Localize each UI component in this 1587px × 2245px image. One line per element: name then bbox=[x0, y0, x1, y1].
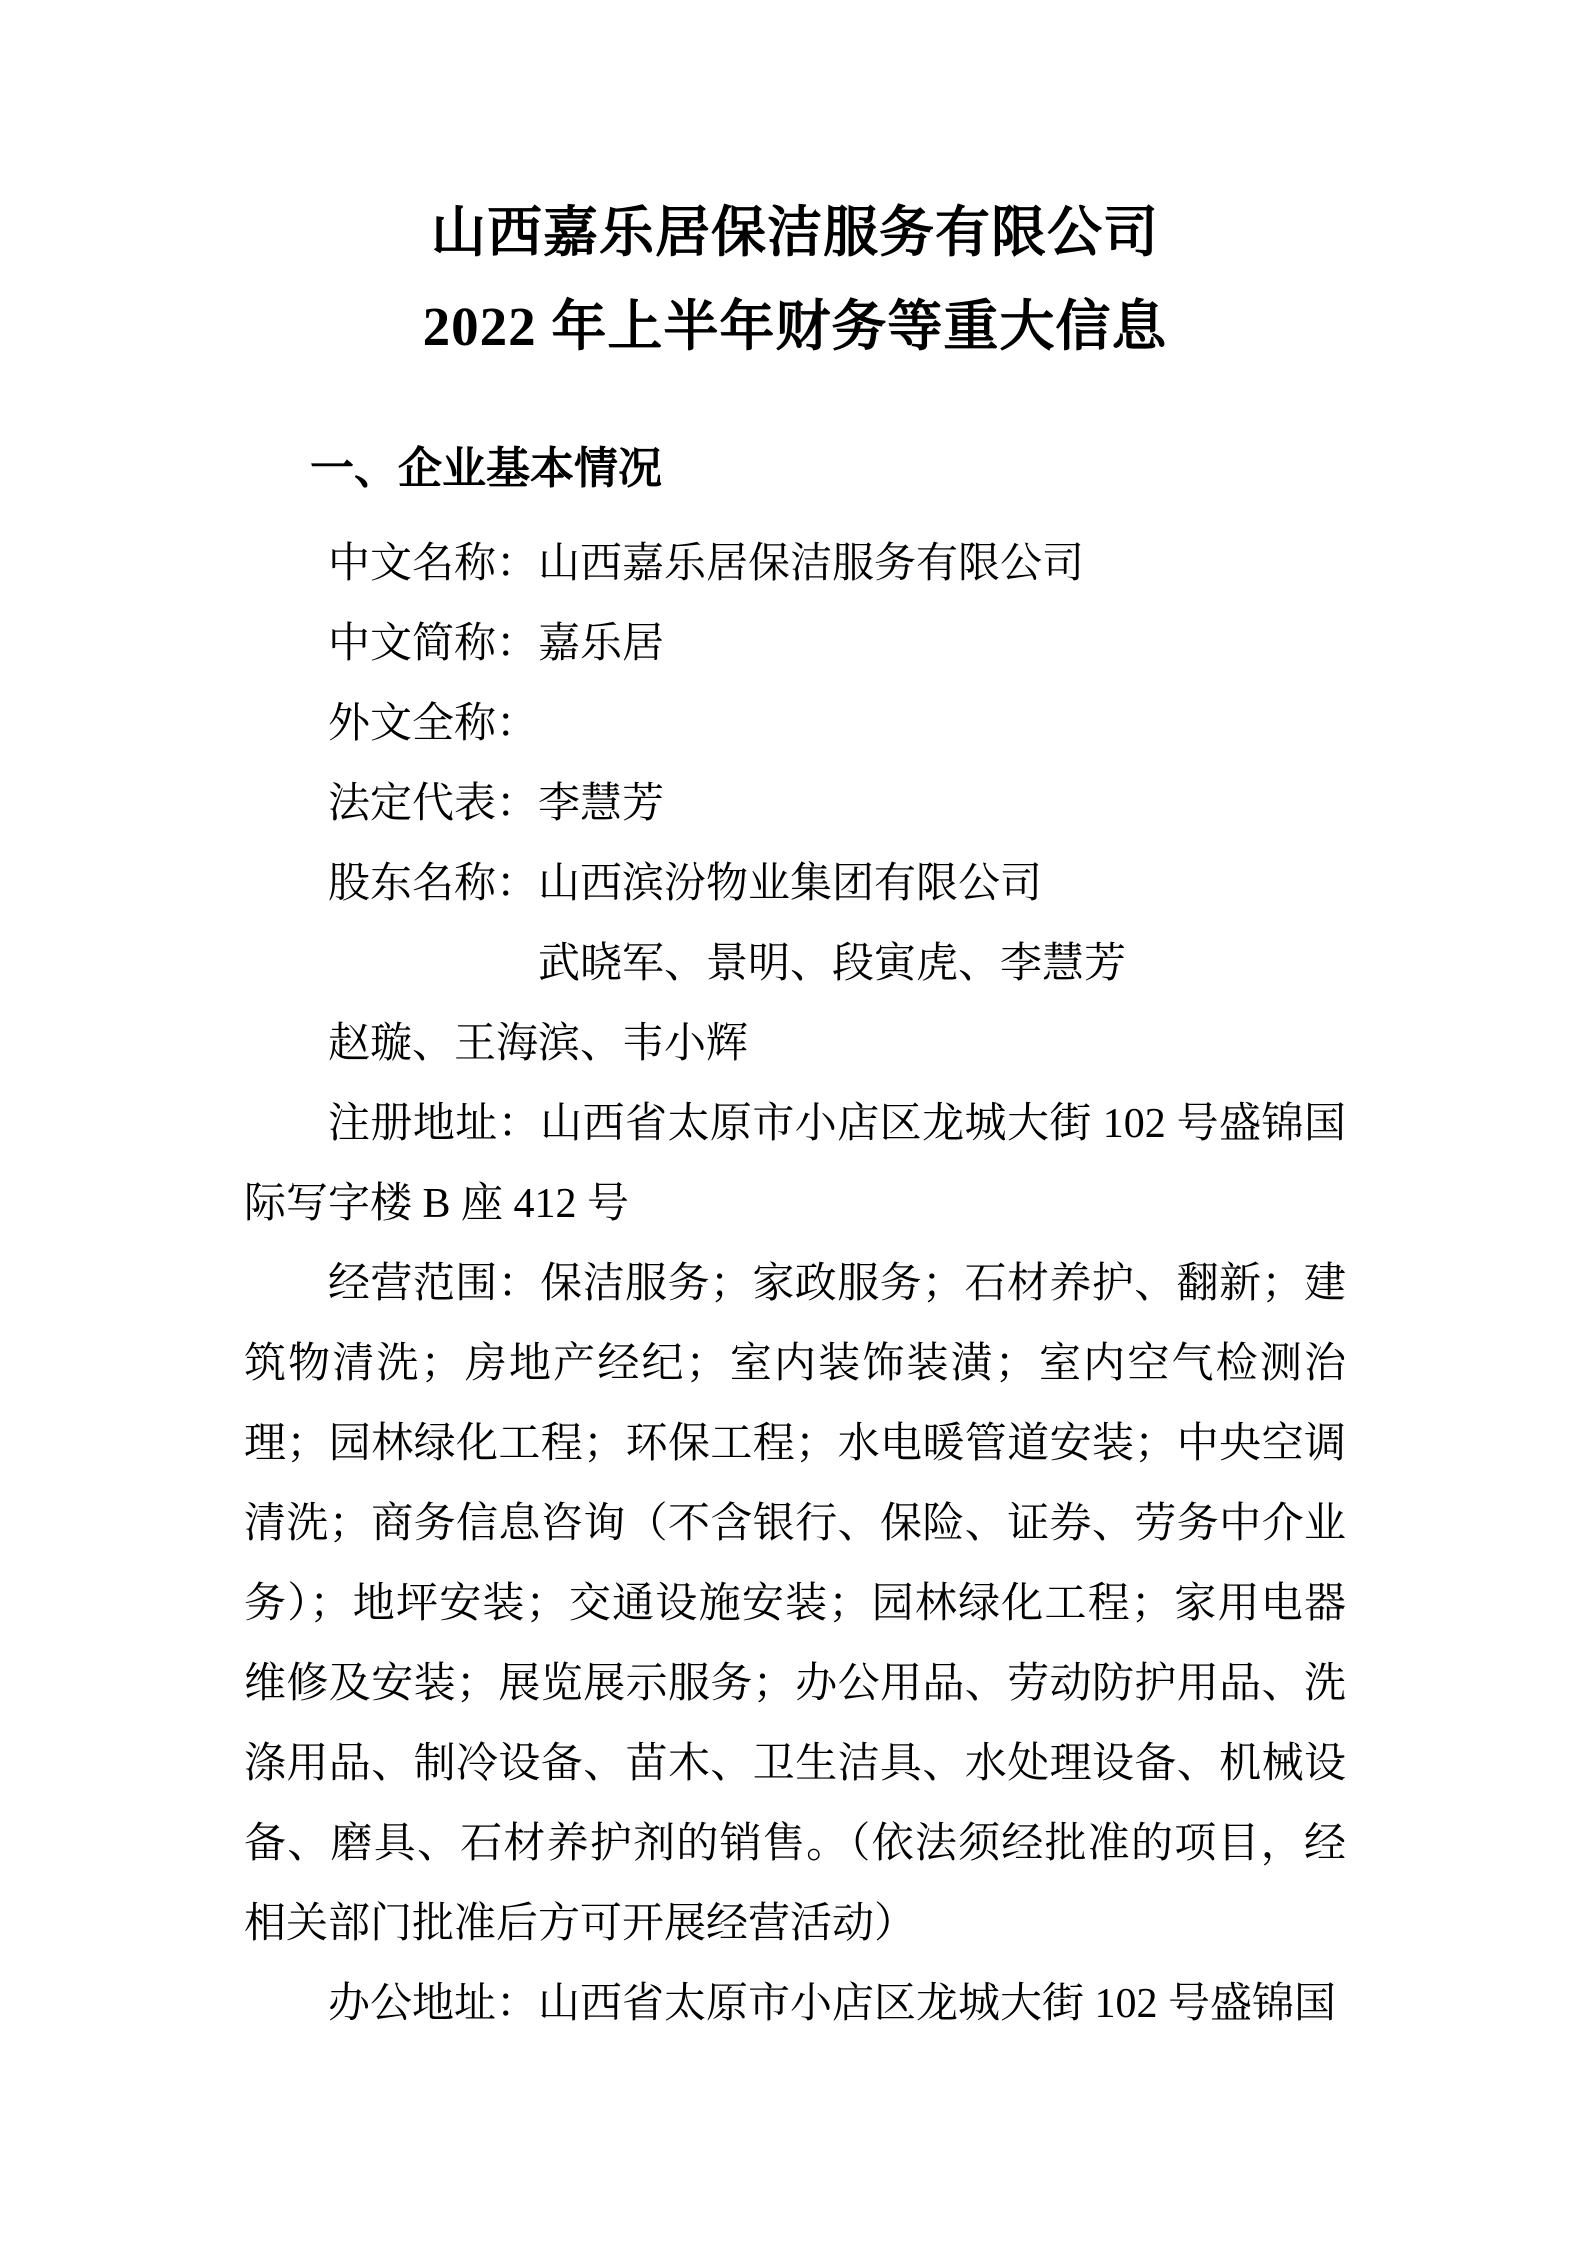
paragraph: 中文简称：嘉乐居 bbox=[328, 621, 665, 667]
paragraph: 经营范围：保洁服务；家政服务；石材养护、翻新；建筑物清洗；房地产经纪；室内装饰装潢；室内空气检测治理；园林绿化工程；环保工程；水电暖管道安装；中央空调清洗；商务信息咨询（不含银行、保险、证券、劳务中介业务）；地坪安装；交通设施安装；园林绿化工程；家用电器维修及安装；展览展示服务；办公用品、劳动防护用品、洗涤用品、制冷设备、苗木、卫生洁具、水处理设备、机械设备、磨具、石材养护剂的销售。（依法须经批准的项目，经相关部门批准后方可开展经营活动） bbox=[244, 1261, 1346, 1947]
document-title-line-2: 2022 年上半年财务等重大信息 bbox=[422, 296, 1168, 357]
section-heading: 一、企业基本情况 bbox=[310, 444, 662, 493]
paragraphs bbox=[244, 524, 1346, 2044]
paragraph: 办公地址：山西省太原市小店区龙城大街 102 号盛锦国 bbox=[328, 1981, 1337, 2027]
paragraph: 法定代表：李慧芳 bbox=[328, 781, 665, 827]
paragraph: 注册地址：山西省太原市小店区龙城大街 102 号盛锦国际写字楼 B 座 412 号 bbox=[244, 1101, 1346, 1227]
document-title bbox=[244, 186, 1346, 374]
paragraph: 股东名称：山西滨汾物业集团有限公司 bbox=[328, 861, 1043, 907]
paragraph: 中文名称：山西嘉乐居保洁服务有限公司 bbox=[328, 541, 1085, 587]
paragraph: 武晓军、景明、段寅虎、李慧芳 bbox=[538, 941, 1127, 987]
paragraph: 赵璇、王海滨、韦小辉 bbox=[328, 1021, 749, 1067]
document-title-line-1: 山西嘉乐居保洁服务有限公司 bbox=[430, 202, 1159, 263]
paragraph: 外文全称： bbox=[328, 701, 539, 747]
